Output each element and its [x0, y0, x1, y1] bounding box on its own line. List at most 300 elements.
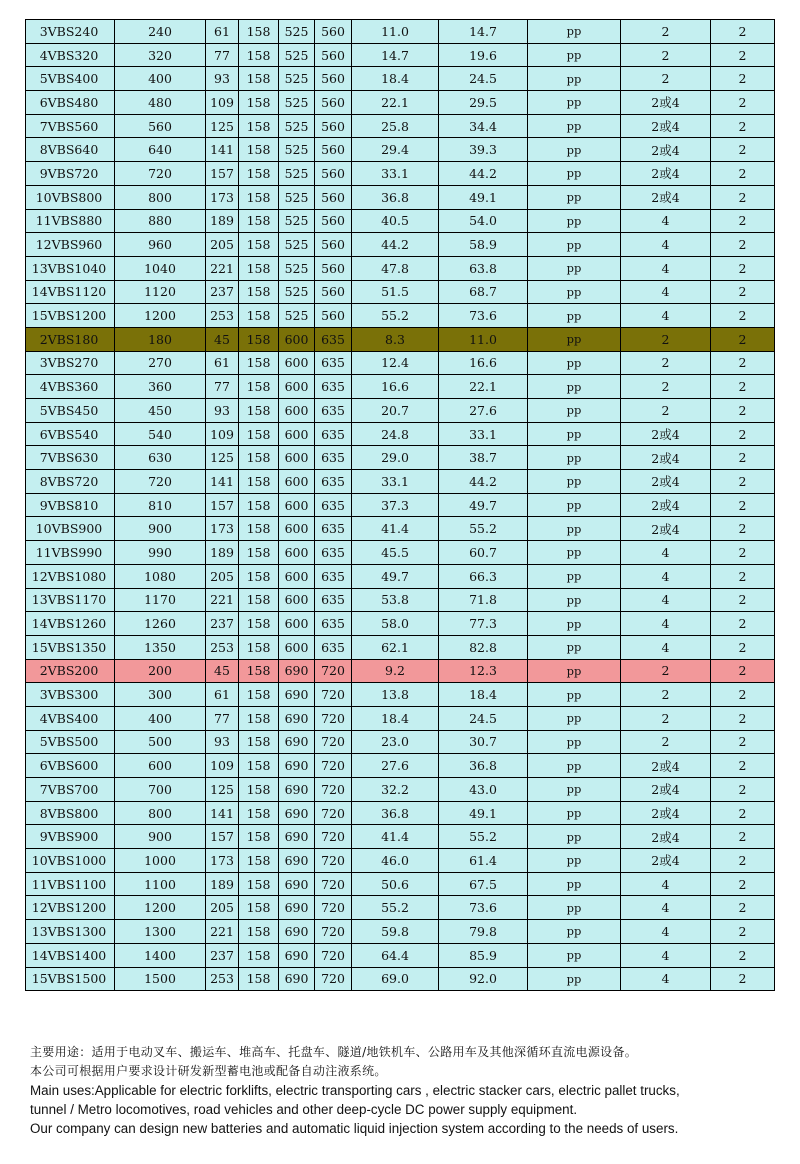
cell-model-type: 4VBS400 — [26, 706, 115, 730]
cell-width: 158 — [239, 422, 279, 446]
cell-height: 600 — [279, 517, 315, 541]
cell-model-type: 15VBS1200 — [26, 304, 115, 328]
cell-height: 600 — [279, 375, 315, 399]
cell-model-type: 3VBS300 — [26, 683, 115, 707]
table-row — [26, 896, 775, 920]
cell-height: 525 — [279, 233, 315, 257]
cell-total-height: 560 — [315, 20, 352, 44]
cell-height: 690 — [279, 825, 315, 849]
cell-container-material: pp — [528, 256, 621, 280]
cell-length: 77 — [206, 375, 239, 399]
cell-total-height: 720 — [315, 967, 352, 991]
cell-length: 221 — [206, 256, 239, 280]
cell-length: 45 — [206, 659, 239, 683]
cell-capacity: 320 — [115, 43, 206, 67]
cell-capacity: 540 — [115, 422, 206, 446]
table-row — [26, 493, 775, 517]
cell-wet-weight: 27.6 — [439, 399, 528, 423]
cell-capacity: 1200 — [115, 304, 206, 328]
cell-wet-weight: 55.2 — [439, 517, 528, 541]
cell-dry-weight: 55.2 — [352, 304, 439, 328]
cell-total-height: 560 — [315, 162, 352, 186]
cell-model-type: 10VBS1000 — [26, 849, 115, 873]
cell-dry-weight: 16.6 — [352, 375, 439, 399]
cell-model-type: 3VBS240 — [26, 20, 115, 44]
cell-length: 237 — [206, 943, 239, 967]
cell-length: 109 — [206, 422, 239, 446]
cell-model-type: 6VBS540 — [26, 422, 115, 446]
cell-width: 158 — [239, 399, 279, 423]
cell-length: 61 — [206, 683, 239, 707]
cell-terminals: 2 — [711, 375, 775, 399]
cell-terminals: 2 — [711, 659, 775, 683]
cell-length: 253 — [206, 967, 239, 991]
cell-dry-weight: 20.7 — [352, 399, 439, 423]
cell-height: 690 — [279, 896, 315, 920]
table-row — [26, 541, 775, 565]
table-row — [26, 683, 775, 707]
cell-wet-weight: 82.8 — [439, 635, 528, 659]
cell-model-type: 8VBS720 — [26, 470, 115, 494]
cell-dry-weight: 32.2 — [352, 778, 439, 802]
cell-model-type: 9VBS810 — [26, 493, 115, 517]
cell-total-height: 635 — [315, 541, 352, 565]
cell-total-height: 720 — [315, 920, 352, 944]
cell-dry-weight: 49.7 — [352, 564, 439, 588]
cell-dry-weight: 36.8 — [352, 185, 439, 209]
battery-spec-table — [25, 19, 775, 991]
cell-model-type: 4VBS360 — [26, 375, 115, 399]
table-row — [26, 43, 775, 67]
note-en-main-uses-line2: tunnel / Metro locomotives, road vehicles and other deep-cycle DC power supply equipment. — [30, 1102, 578, 1117]
cell-container-material: pp — [528, 967, 621, 991]
cell-bolts: 4 — [621, 588, 711, 612]
cell-bolts: 4 — [621, 920, 711, 944]
cell-terminals: 2 — [711, 493, 775, 517]
cell-model-type: 10VBS800 — [26, 185, 115, 209]
cell-capacity: 1100 — [115, 872, 206, 896]
cell-height: 525 — [279, 280, 315, 304]
cell-length: 93 — [206, 730, 239, 754]
cell-capacity: 720 — [115, 470, 206, 494]
cell-capacity: 180 — [115, 327, 206, 351]
cell-wet-weight: 12.3 — [439, 659, 528, 683]
cell-terminals: 2 — [711, 209, 775, 233]
cell-length: 125 — [206, 446, 239, 470]
table-row — [26, 612, 775, 636]
cell-container-material: pp — [528, 778, 621, 802]
cell-container-material: pp — [528, 920, 621, 944]
cell-model-type: 9VBS720 — [26, 162, 115, 186]
cell-container-material: pp — [528, 446, 621, 470]
cell-model-type: 9VBS900 — [26, 825, 115, 849]
cell-capacity: 810 — [115, 493, 206, 517]
cell-capacity: 1500 — [115, 967, 206, 991]
cell-width: 158 — [239, 233, 279, 257]
cell-width: 158 — [239, 659, 279, 683]
cell-height: 690 — [279, 967, 315, 991]
cell-bolts: 2 — [621, 706, 711, 730]
cell-capacity: 1350 — [115, 635, 206, 659]
cell-terminals: 2 — [711, 778, 775, 802]
cell-bolts: 2 — [621, 375, 711, 399]
cell-dry-weight: 41.4 — [352, 825, 439, 849]
table-row — [26, 517, 775, 541]
cell-capacity: 630 — [115, 446, 206, 470]
cell-capacity: 700 — [115, 778, 206, 802]
cell-length: 173 — [206, 849, 239, 873]
cell-total-height: 560 — [315, 280, 352, 304]
cell-capacity: 1200 — [115, 896, 206, 920]
cell-total-height: 635 — [315, 493, 352, 517]
cell-container-material: pp — [528, 399, 621, 423]
cell-length: 61 — [206, 351, 239, 375]
cell-model-type: 2VBS200 — [26, 659, 115, 683]
cell-dry-weight: 25.8 — [352, 114, 439, 138]
table-row — [26, 351, 775, 375]
cell-container-material: pp — [528, 470, 621, 494]
cell-dry-weight: 23.0 — [352, 730, 439, 754]
cell-width: 158 — [239, 114, 279, 138]
cell-total-height: 720 — [315, 896, 352, 920]
cell-total-height: 635 — [315, 470, 352, 494]
cell-terminals: 2 — [711, 304, 775, 328]
cell-wet-weight: 14.7 — [439, 20, 528, 44]
cell-bolts: 2或4 — [621, 446, 711, 470]
cell-height: 600 — [279, 399, 315, 423]
cell-container-material: pp — [528, 304, 621, 328]
cell-bolts: 2 — [621, 399, 711, 423]
cell-capacity: 900 — [115, 825, 206, 849]
cell-width: 158 — [239, 256, 279, 280]
table-row — [26, 967, 775, 991]
cell-width: 158 — [239, 517, 279, 541]
cell-wet-weight: 18.4 — [439, 683, 528, 707]
cell-model-type: 7VBS630 — [26, 446, 115, 470]
cell-terminals: 2 — [711, 564, 775, 588]
cell-capacity: 1080 — [115, 564, 206, 588]
cell-length: 93 — [206, 67, 239, 91]
cell-bolts: 2或4 — [621, 470, 711, 494]
cell-model-type: 5VBS450 — [26, 399, 115, 423]
cell-dry-weight: 27.6 — [352, 754, 439, 778]
cell-wet-weight: 44.2 — [439, 162, 528, 186]
cell-model-type: 14VBS1120 — [26, 280, 115, 304]
cell-wet-weight: 77.3 — [439, 612, 528, 636]
cell-width: 158 — [239, 470, 279, 494]
cell-container-material: pp — [528, 659, 621, 683]
cell-dry-weight: 29.4 — [352, 138, 439, 162]
cell-bolts: 2或4 — [621, 493, 711, 517]
cell-terminals: 2 — [711, 754, 775, 778]
cell-wet-weight: 54.0 — [439, 209, 528, 233]
cell-wet-weight: 11.0 — [439, 327, 528, 351]
cell-terminals: 2 — [711, 920, 775, 944]
cell-model-type: 6VBS480 — [26, 91, 115, 115]
cell-terminals: 2 — [711, 233, 775, 257]
cell-container-material: pp — [528, 541, 621, 565]
cell-width: 158 — [239, 872, 279, 896]
cell-container-material: pp — [528, 209, 621, 233]
cell-width: 158 — [239, 541, 279, 565]
cell-bolts: 4 — [621, 233, 711, 257]
cell-model-type: 14VBS1400 — [26, 943, 115, 967]
cell-length: 141 — [206, 470, 239, 494]
cell-wet-weight: 73.6 — [439, 896, 528, 920]
cell-model-type: 7VBS560 — [26, 114, 115, 138]
cell-height: 690 — [279, 920, 315, 944]
cell-capacity: 400 — [115, 67, 206, 91]
cell-capacity: 800 — [115, 801, 206, 825]
cell-dry-weight: 53.8 — [352, 588, 439, 612]
cell-capacity: 1000 — [115, 849, 206, 873]
cell-width: 158 — [239, 920, 279, 944]
cell-wet-weight: 60.7 — [439, 541, 528, 565]
cell-wet-weight: 16.6 — [439, 351, 528, 375]
cell-dry-weight: 14.7 — [352, 43, 439, 67]
cell-width: 158 — [239, 67, 279, 91]
cell-capacity: 900 — [115, 517, 206, 541]
cell-height: 600 — [279, 588, 315, 612]
cell-total-height: 560 — [315, 43, 352, 67]
cell-bolts: 4 — [621, 612, 711, 636]
cell-width: 158 — [239, 446, 279, 470]
cell-total-height: 560 — [315, 256, 352, 280]
table-row — [26, 162, 775, 186]
cell-bolts: 2或4 — [621, 801, 711, 825]
cell-dry-weight: 37.3 — [352, 493, 439, 517]
cell-length: 253 — [206, 635, 239, 659]
cell-height: 525 — [279, 185, 315, 209]
cell-bolts: 2或4 — [621, 849, 711, 873]
cell-total-height: 635 — [315, 635, 352, 659]
table-row — [26, 114, 775, 138]
table-row — [26, 470, 775, 494]
cell-height: 600 — [279, 351, 315, 375]
cell-width: 158 — [239, 280, 279, 304]
cell-height: 525 — [279, 20, 315, 44]
cell-total-height: 560 — [315, 209, 352, 233]
cell-length: 205 — [206, 233, 239, 257]
cell-bolts: 4 — [621, 256, 711, 280]
table-row — [26, 256, 775, 280]
cell-length: 61 — [206, 20, 239, 44]
cell-dry-weight: 44.2 — [352, 233, 439, 257]
cell-length: 157 — [206, 162, 239, 186]
cell-total-height: 560 — [315, 91, 352, 115]
cell-dry-weight: 33.1 — [352, 470, 439, 494]
cell-container-material: pp — [528, 754, 621, 778]
cell-container-material: pp — [528, 375, 621, 399]
cell-container-material: pp — [528, 43, 621, 67]
cell-dry-weight: 64.4 — [352, 943, 439, 967]
cell-total-height: 635 — [315, 327, 352, 351]
table-row — [26, 825, 775, 849]
cell-dry-weight: 69.0 — [352, 967, 439, 991]
cell-capacity: 1170 — [115, 588, 206, 612]
cell-length: 221 — [206, 920, 239, 944]
cell-height: 600 — [279, 635, 315, 659]
cell-capacity: 360 — [115, 375, 206, 399]
cell-terminals: 2 — [711, 43, 775, 67]
cell-height: 600 — [279, 327, 315, 351]
cell-container-material: pp — [528, 185, 621, 209]
cell-width: 158 — [239, 185, 279, 209]
cell-terminals: 2 — [711, 162, 775, 186]
cell-capacity: 880 — [115, 209, 206, 233]
cell-width: 158 — [239, 20, 279, 44]
cell-height: 600 — [279, 422, 315, 446]
cell-dry-weight: 29.0 — [352, 446, 439, 470]
cell-bolts: 4 — [621, 943, 711, 967]
cell-capacity: 600 — [115, 754, 206, 778]
cell-height: 600 — [279, 446, 315, 470]
cell-container-material: pp — [528, 327, 621, 351]
cell-capacity: 450 — [115, 399, 206, 423]
cell-total-height: 720 — [315, 754, 352, 778]
table-row — [26, 422, 775, 446]
cell-dry-weight: 18.4 — [352, 706, 439, 730]
cell-bolts: 4 — [621, 967, 711, 991]
cell-width: 158 — [239, 778, 279, 802]
cell-terminals: 2 — [711, 138, 775, 162]
table-row — [26, 20, 775, 44]
cell-bolts: 4 — [621, 635, 711, 659]
cell-bolts: 2或4 — [621, 517, 711, 541]
cell-length: 109 — [206, 754, 239, 778]
cell-wet-weight: 34.4 — [439, 114, 528, 138]
cell-length: 253 — [206, 304, 239, 328]
cell-dry-weight: 46.0 — [352, 849, 439, 873]
cell-total-height: 635 — [315, 422, 352, 446]
cell-container-material: pp — [528, 422, 621, 446]
cell-width: 158 — [239, 754, 279, 778]
cell-bolts: 2 — [621, 43, 711, 67]
cell-height: 600 — [279, 541, 315, 565]
cell-width: 158 — [239, 564, 279, 588]
cell-container-material: pp — [528, 493, 621, 517]
cell-dry-weight: 58.0 — [352, 612, 439, 636]
cell-capacity: 480 — [115, 91, 206, 115]
cell-width: 158 — [239, 91, 279, 115]
table-row — [26, 185, 775, 209]
cell-bolts: 4 — [621, 564, 711, 588]
cell-dry-weight: 12.4 — [352, 351, 439, 375]
cell-total-height: 635 — [315, 517, 352, 541]
cell-bolts: 4 — [621, 280, 711, 304]
cell-container-material: pp — [528, 91, 621, 115]
cell-terminals: 2 — [711, 114, 775, 138]
table-row — [26, 446, 775, 470]
cell-height: 525 — [279, 43, 315, 67]
cell-wet-weight: 67.5 — [439, 872, 528, 896]
note-en-main-uses-line1: Main uses:Applicable for electric forklifts, electric transporting cars , electric stacker cars, electric pallet trucks, — [30, 1083, 680, 1098]
cell-wet-weight: 39.3 — [439, 138, 528, 162]
cell-container-material: pp — [528, 233, 621, 257]
cell-total-height: 560 — [315, 67, 352, 91]
cell-height: 525 — [279, 67, 315, 91]
cell-dry-weight: 11.0 — [352, 20, 439, 44]
cell-length: 45 — [206, 327, 239, 351]
note-cn-main-uses: 主要用途：适用于电动叉车、搬运车、堆高车、托盘车、隧道/地铁机车、公路用车及其他深循环直流电源设备。 — [30, 1045, 638, 1059]
cell-width: 158 — [239, 138, 279, 162]
cell-width: 158 — [239, 612, 279, 636]
cell-wet-weight: 68.7 — [439, 280, 528, 304]
cell-model-type: 6VBS600 — [26, 754, 115, 778]
cell-capacity: 270 — [115, 351, 206, 375]
cell-model-type: 11VBS990 — [26, 541, 115, 565]
cell-wet-weight: 49.1 — [439, 801, 528, 825]
cell-wet-weight: 43.0 — [439, 778, 528, 802]
cell-total-height: 720 — [315, 659, 352, 683]
cell-total-height: 635 — [315, 399, 352, 423]
cell-width: 158 — [239, 825, 279, 849]
cell-length: 189 — [206, 541, 239, 565]
cell-bolts: 2或4 — [621, 138, 711, 162]
table-row — [26, 943, 775, 967]
cell-width: 158 — [239, 375, 279, 399]
cell-width: 158 — [239, 162, 279, 186]
cell-width: 158 — [239, 896, 279, 920]
cell-model-type: 13VBS1040 — [26, 256, 115, 280]
cell-height: 690 — [279, 659, 315, 683]
cell-total-height: 635 — [315, 612, 352, 636]
cell-terminals: 2 — [711, 588, 775, 612]
table-row — [26, 872, 775, 896]
cell-height: 690 — [279, 754, 315, 778]
cell-terminals: 2 — [711, 849, 775, 873]
cell-terminals: 2 — [711, 185, 775, 209]
cell-container-material: pp — [528, 635, 621, 659]
cell-width: 158 — [239, 849, 279, 873]
cell-height: 690 — [279, 872, 315, 896]
cell-bolts: 2或4 — [621, 185, 711, 209]
cell-bolts: 2 — [621, 20, 711, 44]
cell-length: 93 — [206, 399, 239, 423]
cell-container-material: pp — [528, 683, 621, 707]
table-row — [26, 588, 775, 612]
cell-total-height: 635 — [315, 375, 352, 399]
cell-width: 158 — [239, 706, 279, 730]
cell-total-height: 635 — [315, 564, 352, 588]
cell-capacity: 1260 — [115, 612, 206, 636]
cell-length: 237 — [206, 280, 239, 304]
cell-dry-weight: 40.5 — [352, 209, 439, 233]
cell-width: 158 — [239, 493, 279, 517]
cell-wet-weight: 24.5 — [439, 706, 528, 730]
cell-dry-weight: 59.8 — [352, 920, 439, 944]
cell-wet-weight: 66.3 — [439, 564, 528, 588]
cell-container-material: pp — [528, 612, 621, 636]
cell-length: 173 — [206, 517, 239, 541]
cell-container-material: pp — [528, 896, 621, 920]
cell-length: 77 — [206, 43, 239, 67]
cell-length: 141 — [206, 801, 239, 825]
cell-capacity: 1040 — [115, 256, 206, 280]
note-cn-custom-design: 本公司可根据用户要求设计研发新型蓄电池或配备自动注液系统。 — [30, 1064, 387, 1078]
cell-height: 600 — [279, 470, 315, 494]
cell-height: 690 — [279, 730, 315, 754]
cell-wet-weight: 92.0 — [439, 967, 528, 991]
cell-terminals: 2 — [711, 801, 775, 825]
cell-bolts: 2或4 — [621, 754, 711, 778]
cell-container-material: pp — [528, 825, 621, 849]
table-row — [26, 801, 775, 825]
cell-capacity: 560 — [115, 114, 206, 138]
cell-dry-weight: 13.8 — [352, 683, 439, 707]
cell-width: 158 — [239, 588, 279, 612]
cell-height: 525 — [279, 209, 315, 233]
